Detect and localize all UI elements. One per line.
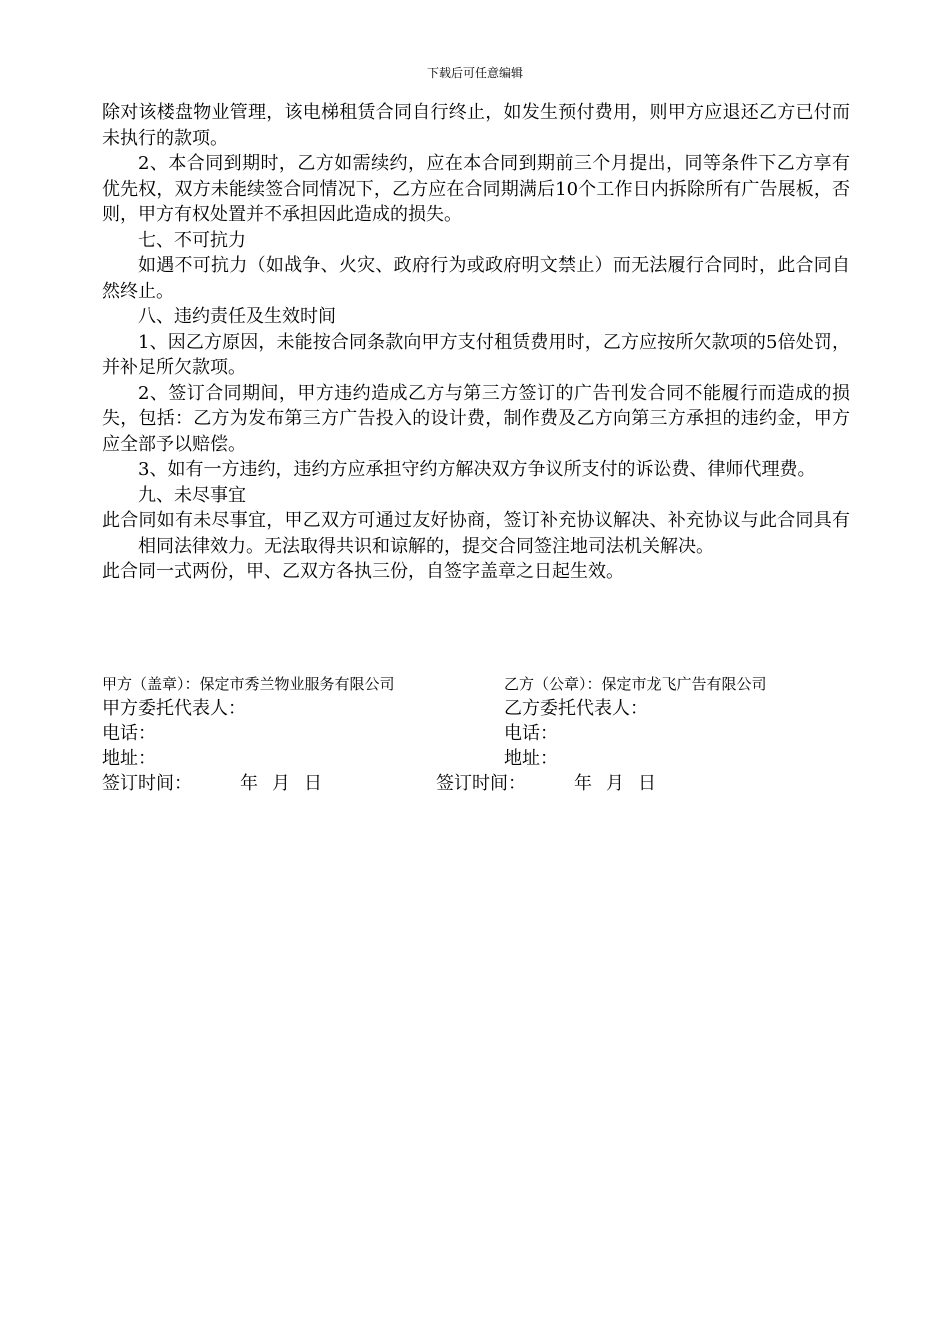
paragraph-force-majeure: 如遇不可抗力（如战争、火灾、政府行为或政府明文禁止）而无法履行合同时，此合同自然终止。 — [102, 255, 850, 302]
party-b-representative: 乙方委托代表人： — [504, 698, 648, 719]
party-a-phone: 电话： — [102, 723, 156, 744]
year-label: 年 — [240, 773, 258, 794]
party-a-address: 地址： — [102, 748, 156, 769]
page-header: 下载后可任意编辑 — [426, 66, 523, 80]
party-b-phone: 电话： — [504, 723, 558, 744]
signature-block — [102, 673, 850, 796]
paragraph-breach-1: 1、因乙方原因，未能按合同条款向甲方支付租赁费用时，乙方应按所欠款项的5倍处罚，并补足所欠款项。 — [102, 331, 850, 378]
party-b-sign-date — [436, 771, 670, 796]
party-b-seal: 乙方（公章）：保定市龙飞广告有限公司 — [504, 675, 767, 693]
year-label: 年 — [574, 773, 592, 794]
party-b-address: 地址： — [504, 748, 558, 769]
paragraph-copies: 此合同一式两份，甲、乙双方各执三份，自签字盖章之日起生效。 — [102, 561, 624, 582]
sign-time-label: 签订时间： — [436, 773, 526, 794]
paragraph-breach-2: 2、签订合同期间，甲方违约造成乙方与第三方签订的广告刊发合同不能履行而造成的损失，包括：乙方为发布第三方广告投入的设计费，制作费及乙方向第三方承担的违约金，甲方应全部予以赔偿。 — [102, 382, 850, 455]
contract-body — [102, 100, 850, 585]
section-heading-force-majeure: 七、不可抗力 — [138, 229, 246, 251]
month-label: 月 — [272, 773, 290, 794]
section-heading-miscellaneous: 九、未尽事宜 — [138, 484, 246, 506]
party-a-seal: 甲方（盖章）：保定市秀兰物业服务有限公司 — [102, 675, 395, 693]
day-label: 日 — [304, 773, 322, 794]
paragraph-miscellaneous: 此合同如有未尽事宜，甲乙双方可通过友好协商，签订补充协议解决、补充协议与此合同具有相同法律效力。无法取得共识和谅解的，提交合同签注地司法机关解决。 — [102, 510, 850, 557]
section-heading-breach: 八、违约责任及生效时间 — [138, 306, 336, 327]
party-a-sign-date — [102, 771, 336, 796]
paragraph-breach-3: 3、如有一方违约，违约方应承担守约方解决双方争议所支付的诉讼费、律师代理费。 — [138, 459, 816, 480]
party-a-representative: 甲方委托代表人： — [102, 698, 246, 719]
month-label: 月 — [606, 773, 624, 794]
sign-time-label: 签订时间： — [102, 773, 192, 794]
paragraph-renewal: 2、本合同到期时，乙方如需续约，应在本合同到期前三个月提出，同等条件下乙方享有优先权，双方未能续签合同情况下，乙方应在合同期满后10个工作日内拆除所有广告展板，否则，甲方有权处置并不承担因此造成的损失。 — [102, 153, 850, 225]
day-label: 日 — [638, 773, 656, 794]
paragraph-termination-continued: 除对该楼盘物业管理，该电梯租赁合同自行终止，如发生预付费用，则甲方应退还乙方已付而未执行的款项。 — [102, 102, 850, 149]
